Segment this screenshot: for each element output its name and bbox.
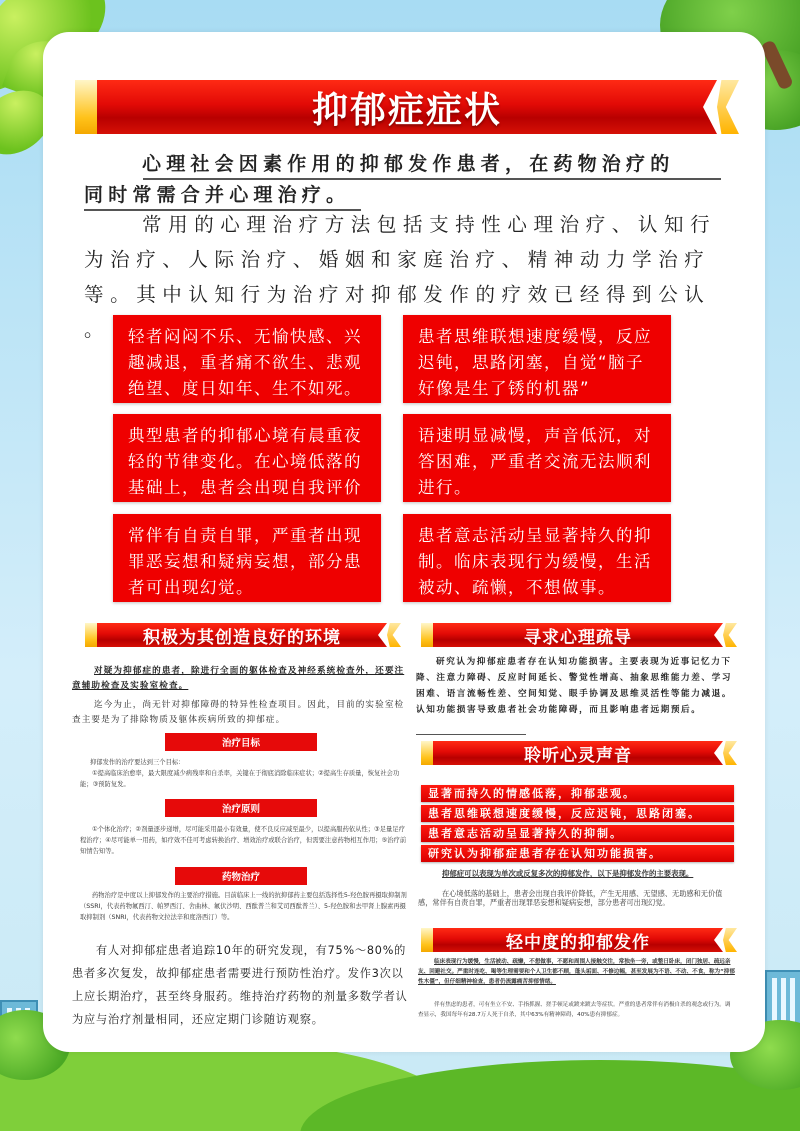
- listen-strip-2: 患者思维联想速度缓慢，反应迟钝，思路闭塞。: [421, 805, 734, 822]
- banner-notch: [714, 741, 723, 765]
- section-banner-mild-moderate: [433, 928, 723, 952]
- listen-text: 在心境低落的基础上，患者会出现自我评价降低，产生无用感、无望感、无助感和无价值感，常伴有自责自罪，严重者出现罪恶妄想和疑病妄想，部分患者可出现幻觉。: [418, 889, 723, 907]
- section-banner-listen: [433, 741, 723, 765]
- banner-notch: [714, 623, 723, 647]
- symptom-box-1: 轻者闷闷不乐、无愉快感、兴趣减退，重者痛不欲生、悲观绝望、度日如年、生不如死。: [113, 315, 381, 403]
- symptom-box-6: 患者意志活动呈显著持久的抑制。临床表现行为缓慢，生活被动、疏懒，不想做事。: [403, 514, 671, 602]
- listen-bold-text: 抑郁症可以表现为单次或反复多次的抑郁发作，以下是抑郁发作的主要表现。: [442, 869, 694, 878]
- left-para: 迄今为止，尚无针对抑郁障碍的特异性检查项目。因此，目前的实验室检查主要是为了排除物质及躯体疾病所致的抑郁症。: [72, 700, 405, 725]
- closing-para: 有人对抑郁症患者追踪10年的研究发现，有75%～80%的患者多次复发，故抑郁症患者需要进行预防性治疗。发作3次以上应长期治疗，甚至终身服药。维持治疗药物的剂量多数学者认为应与治疗剂量相同，还应定期门诊随访观察。: [72, 944, 408, 1026]
- banner-gold-cap: [85, 623, 97, 647]
- section-banner-counseling: [433, 623, 723, 647]
- main-title-banner: [97, 80, 717, 134]
- ribbon-goals: [165, 733, 317, 751]
- page-title: 抑郁症症状: [311, 89, 502, 131]
- intro-para-line1: 常用的心理治疗方法包括支持性心理治疗、认知行: [142, 213, 717, 236]
- section-banner-environment: [97, 623, 387, 647]
- listen-strip-3: 患者意志活动呈显著持久的抑制。: [421, 825, 734, 842]
- listen-strip-1: 显著而持久的情感低落，抑郁悲观。: [421, 785, 734, 802]
- ribbon-principles: [165, 799, 317, 817]
- banner-gold-cap: [421, 741, 433, 765]
- ribbon-label: 药物治疗: [221, 872, 260, 883]
- goals-text-1: 抑郁发作的治疗要达到三个目标：: [90, 759, 185, 766]
- section-title: 寻求心理疏导: [524, 627, 632, 648]
- left-bold-para: 对疑为抑郁症的患者，除进行全面的躯体检查及神经系统检查外，还要注意辅助检查及实验室检查。: [72, 666, 405, 691]
- listen-strip-4: 研究认为抑郁症患者存在认知功能损害。: [421, 845, 734, 862]
- section-title: 积极为其创造良好的环境: [143, 627, 341, 648]
- ribbon-label: 治疗原则: [221, 804, 260, 815]
- goals-text-2: ①提高临床治愈率，最大限度减少病残率和自杀率，关键在于彻底消除临床症状；②提高生存质量，恢复社会功能；③预防复发。: [80, 770, 400, 788]
- intro-para-line2: 为治疗、人际治疗、婚姻和家庭治疗、精神动力学治疗: [84, 248, 711, 271]
- principles-text: ①个体化治疗；②剂量逐步递增，尽可能采用最小有效量，使不良反应减至最少，以提高服药依从性；③足量足疗程治疗；④尽可能单一用药，如疗效不佳可考虑转换治疗、增效治疗或联合治疗，但需要注意药物相互作用；⑤治疗前知情告知等。: [80, 826, 407, 855]
- banner-gold-cap: [75, 80, 97, 134]
- ribbon-medication: [175, 867, 307, 885]
- symptom-box-2: 患者思维联想速度缓慢，反应迟钝，思路闭塞，自觉“脑子好像是生了锈的机器”: [403, 315, 671, 403]
- banner-notch: [714, 928, 723, 952]
- section-title: 轻中度的抑郁发作: [506, 932, 650, 953]
- banner-notch: [378, 623, 387, 647]
- mild-bold-text: 临床表现行为缓慢，生活被动、疏懒，不想做事，不愿和周围人接触交往，常独坐一旁，或整日卧床，闭门独居、疏远亲友、回避社交。严重时连吃、喝等生理需要和个人卫生都不顾，蓬头垢面、不修边幅，甚至发展为不语、不动、不食，称为“抑郁性木僵”，但仔细精神检查，患者仍流露痛苦抑郁情绪。: [418, 959, 735, 985]
- banner-gold-cap: [421, 928, 433, 952]
- intro-bold-line2: 同时常需合并心理治疗。: [84, 184, 351, 206]
- counseling-text: 研究认为抑郁症患者存在认知功能损害。主要表现为近事记忆力下降、注意力障碍、反应时间延长、警觉性增高、抽象思维能力差、学习困难、语言流畅性差、空间知觉、眼手协调及思维灵活性等能力减退。认知功能损害导致患者社会功能障碍，而且影响患者远期预后。: [416, 657, 733, 715]
- section-title: 聆听心灵声音: [524, 745, 632, 766]
- medication-text: 药物治疗是中度以上抑郁发作的主要治疗措施。目前临床上一线的抗抑郁药主要包括选择性5-羟色胺再摄取抑制剂（SSRI，代表药物氟西汀、帕罗西汀、舍曲林、氟伏沙明、西酞普兰和艾司西酞普兰）、5-羟色胺和去甲肾上腺素再摄取抑制剂（SNRI，代表药物文拉法辛和度洛西汀）等。: [80, 892, 407, 921]
- ribbon-label: 治疗目标: [221, 738, 260, 749]
- intro-para-line4: 。: [84, 318, 111, 341]
- banner-notch: [703, 80, 717, 134]
- mild-text: 伴有焦虑的患者，可有坐立不安、手指抓握、搓手顿足或踱来踱去等症状。严重的患者常伴有消极自杀的观念或行为。调查显示，我国每年有28.7万人死于自杀，其中63%有精神障碍，40%患有抑郁症。: [418, 1002, 731, 1018]
- symptom-box-4: 语速明显减慢，声音低沉，对答困难，严重者交流无法顺利进行。: [403, 414, 671, 502]
- divider: [416, 734, 526, 735]
- intro-bold-line1: 心理社会因素作用的抑郁发作患者，在药物治疗的: [142, 153, 675, 175]
- intro-para-line3: 等。其中认知行为治疗对抑郁发作的疗效已经得到公认: [84, 283, 711, 306]
- banner-gold-cap: [421, 623, 433, 647]
- symptom-box-3: 典型患者的抑郁心境有晨重夜轻的节律变化。在心境低落的基础上，患者会出现自我评价: [113, 414, 381, 502]
- symptom-box-5: 常伴有自责自罪，严重者出现罪恶妄想和疑病妄想，部分患者可出现幻觉。: [113, 514, 381, 602]
